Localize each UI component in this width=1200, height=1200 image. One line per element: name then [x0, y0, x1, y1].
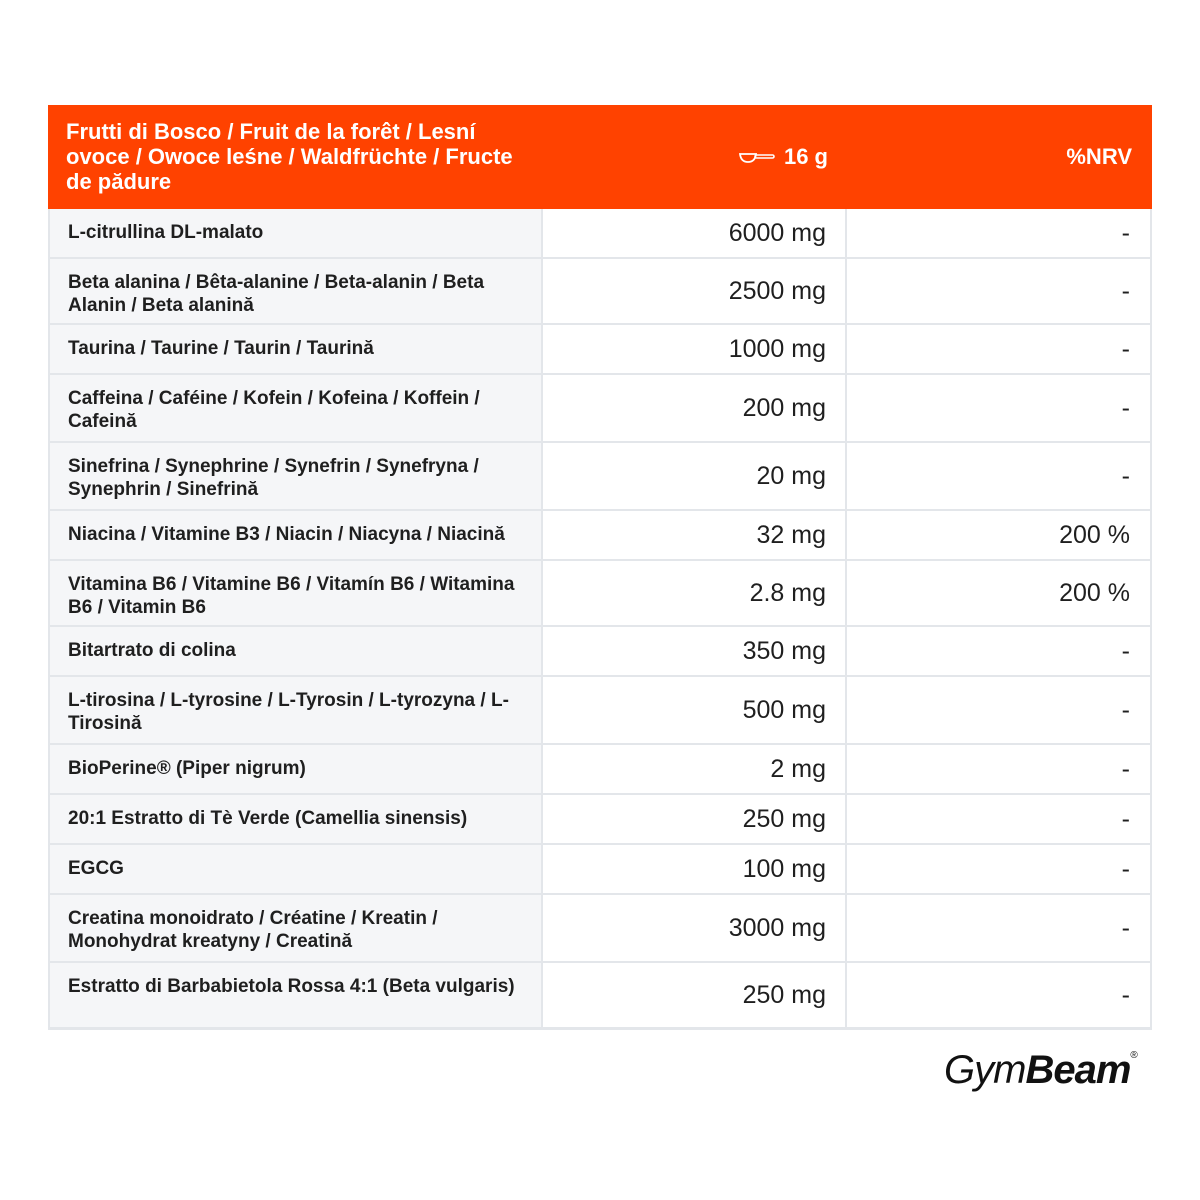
logo-beam-text: Beam: [1025, 1048, 1131, 1092]
logo-gym-text: Gym: [944, 1048, 1026, 1092]
ingredient-name: 20:1 Estratto di Tè Verde (Camellia sinensis): [48, 795, 543, 843]
serving-size: 16 g: [783, 144, 828, 169]
serving-header: [543, 105, 847, 209]
ingredient-nrv: 200 %: [847, 561, 1152, 625]
ingredient-nrv: -: [847, 259, 1152, 323]
nrv-header: %NRV: [1066, 144, 1132, 169]
table-row: [48, 675, 1152, 743]
table-row: [48, 257, 1152, 323]
ingredient-name: L-citrullina DL-malato: [48, 209, 543, 257]
ingredient-amount: 2 mg: [543, 745, 847, 793]
table-row: [48, 323, 1152, 373]
gymbeam-logo: [944, 1048, 1138, 1093]
ingredient-name: Taurina / Taurine / Taurin / Taurină: [48, 325, 543, 373]
ingredient-name: Caffeina / Caféine / Kofein / Kofeina / Koffein / Cafeină: [48, 375, 543, 441]
table-header: [48, 105, 1152, 209]
ingredient-amount: 3000 mg: [543, 895, 847, 961]
table-row: [48, 743, 1152, 793]
scoop-icon: [738, 149, 776, 165]
table-body: [48, 209, 1152, 1027]
ingredient-name: L-tirosina / L-tyrosine / L-Tyrosin / L-tyrozyna / L-Tirosină: [48, 677, 543, 743]
ingredient-name: Vitamina B6 / Vitamine B6 / Vitamín B6 / Witamina B6 / Vitamin B6: [48, 561, 543, 625]
ingredient-amount: 200 mg: [543, 375, 847, 441]
registered-mark: ®: [1130, 1050, 1138, 1061]
ingredient-nrv: -: [847, 325, 1152, 373]
ingredient-nrv: -: [847, 795, 1152, 843]
ingredient-amount: 100 mg: [543, 845, 847, 893]
table-row: [48, 893, 1152, 961]
ingredient-name: Bitartrato di colina: [48, 627, 543, 675]
ingredient-name: EGCG: [48, 845, 543, 893]
ingredient-nrv: -: [847, 375, 1152, 441]
ingredient-nrv: -: [847, 963, 1152, 1027]
table-row: [48, 559, 1152, 625]
table-row: [48, 793, 1152, 843]
ingredient-amount: 6000 mg: [543, 209, 847, 257]
ingredient-name: Sinefrina / Synephrine / Synefrin / Synefryna / Synephrin / Sinefrină: [48, 443, 543, 509]
ingredient-nrv: -: [847, 895, 1152, 961]
table-row: [48, 961, 1152, 1027]
ingredient-amount: 32 mg: [543, 511, 847, 559]
flavor-header: Frutti di Bosco / Fruit de la forêt / Lesní ovoce / Owoce leśne / Waldfrüchte / Fructe de pădure: [66, 119, 513, 194]
table-row: [48, 843, 1152, 893]
ingredient-nrv: -: [847, 745, 1152, 793]
ingredient-nrv: 200 %: [847, 511, 1152, 559]
table-row: [48, 509, 1152, 559]
ingredient-nrv: -: [847, 627, 1152, 675]
ingredient-name: Estratto di Barbabietola Rossa 4:1 (Beta vulgaris): [48, 963, 543, 1027]
table-row: [48, 441, 1152, 509]
ingredient-amount: 350 mg: [543, 627, 847, 675]
ingredient-name: Beta alanina / Bêta-alanine / Beta-alanin / Beta Alanin / Beta alanină: [48, 259, 543, 323]
ingredient-amount: 500 mg: [543, 677, 847, 743]
nutrition-table: [48, 105, 1152, 1030]
ingredient-amount: 2500 mg: [543, 259, 847, 323]
ingredient-name: Creatina monoidrato / Créatine / Kreatin / Monohydrat kreatyny / Creatină: [48, 895, 543, 961]
ingredient-nrv: -: [847, 443, 1152, 509]
ingredient-name: Niacina / Vitamine B3 / Niacin / Niacyna / Niacină: [48, 511, 543, 559]
ingredient-amount: 250 mg: [543, 795, 847, 843]
ingredient-nrv: -: [847, 209, 1152, 257]
ingredient-amount: 250 mg: [543, 963, 847, 1027]
table-row: [48, 625, 1152, 675]
ingredient-name: BioPerine® (Piper nigrum): [48, 745, 543, 793]
ingredient-amount: 2.8 mg: [543, 561, 847, 625]
ingredient-nrv: -: [847, 677, 1152, 743]
ingredient-nrv: -: [847, 845, 1152, 893]
ingredient-amount: 20 mg: [543, 443, 847, 509]
table-row: [48, 373, 1152, 441]
ingredient-amount: 1000 mg: [543, 325, 847, 373]
table-row: [48, 209, 1152, 257]
